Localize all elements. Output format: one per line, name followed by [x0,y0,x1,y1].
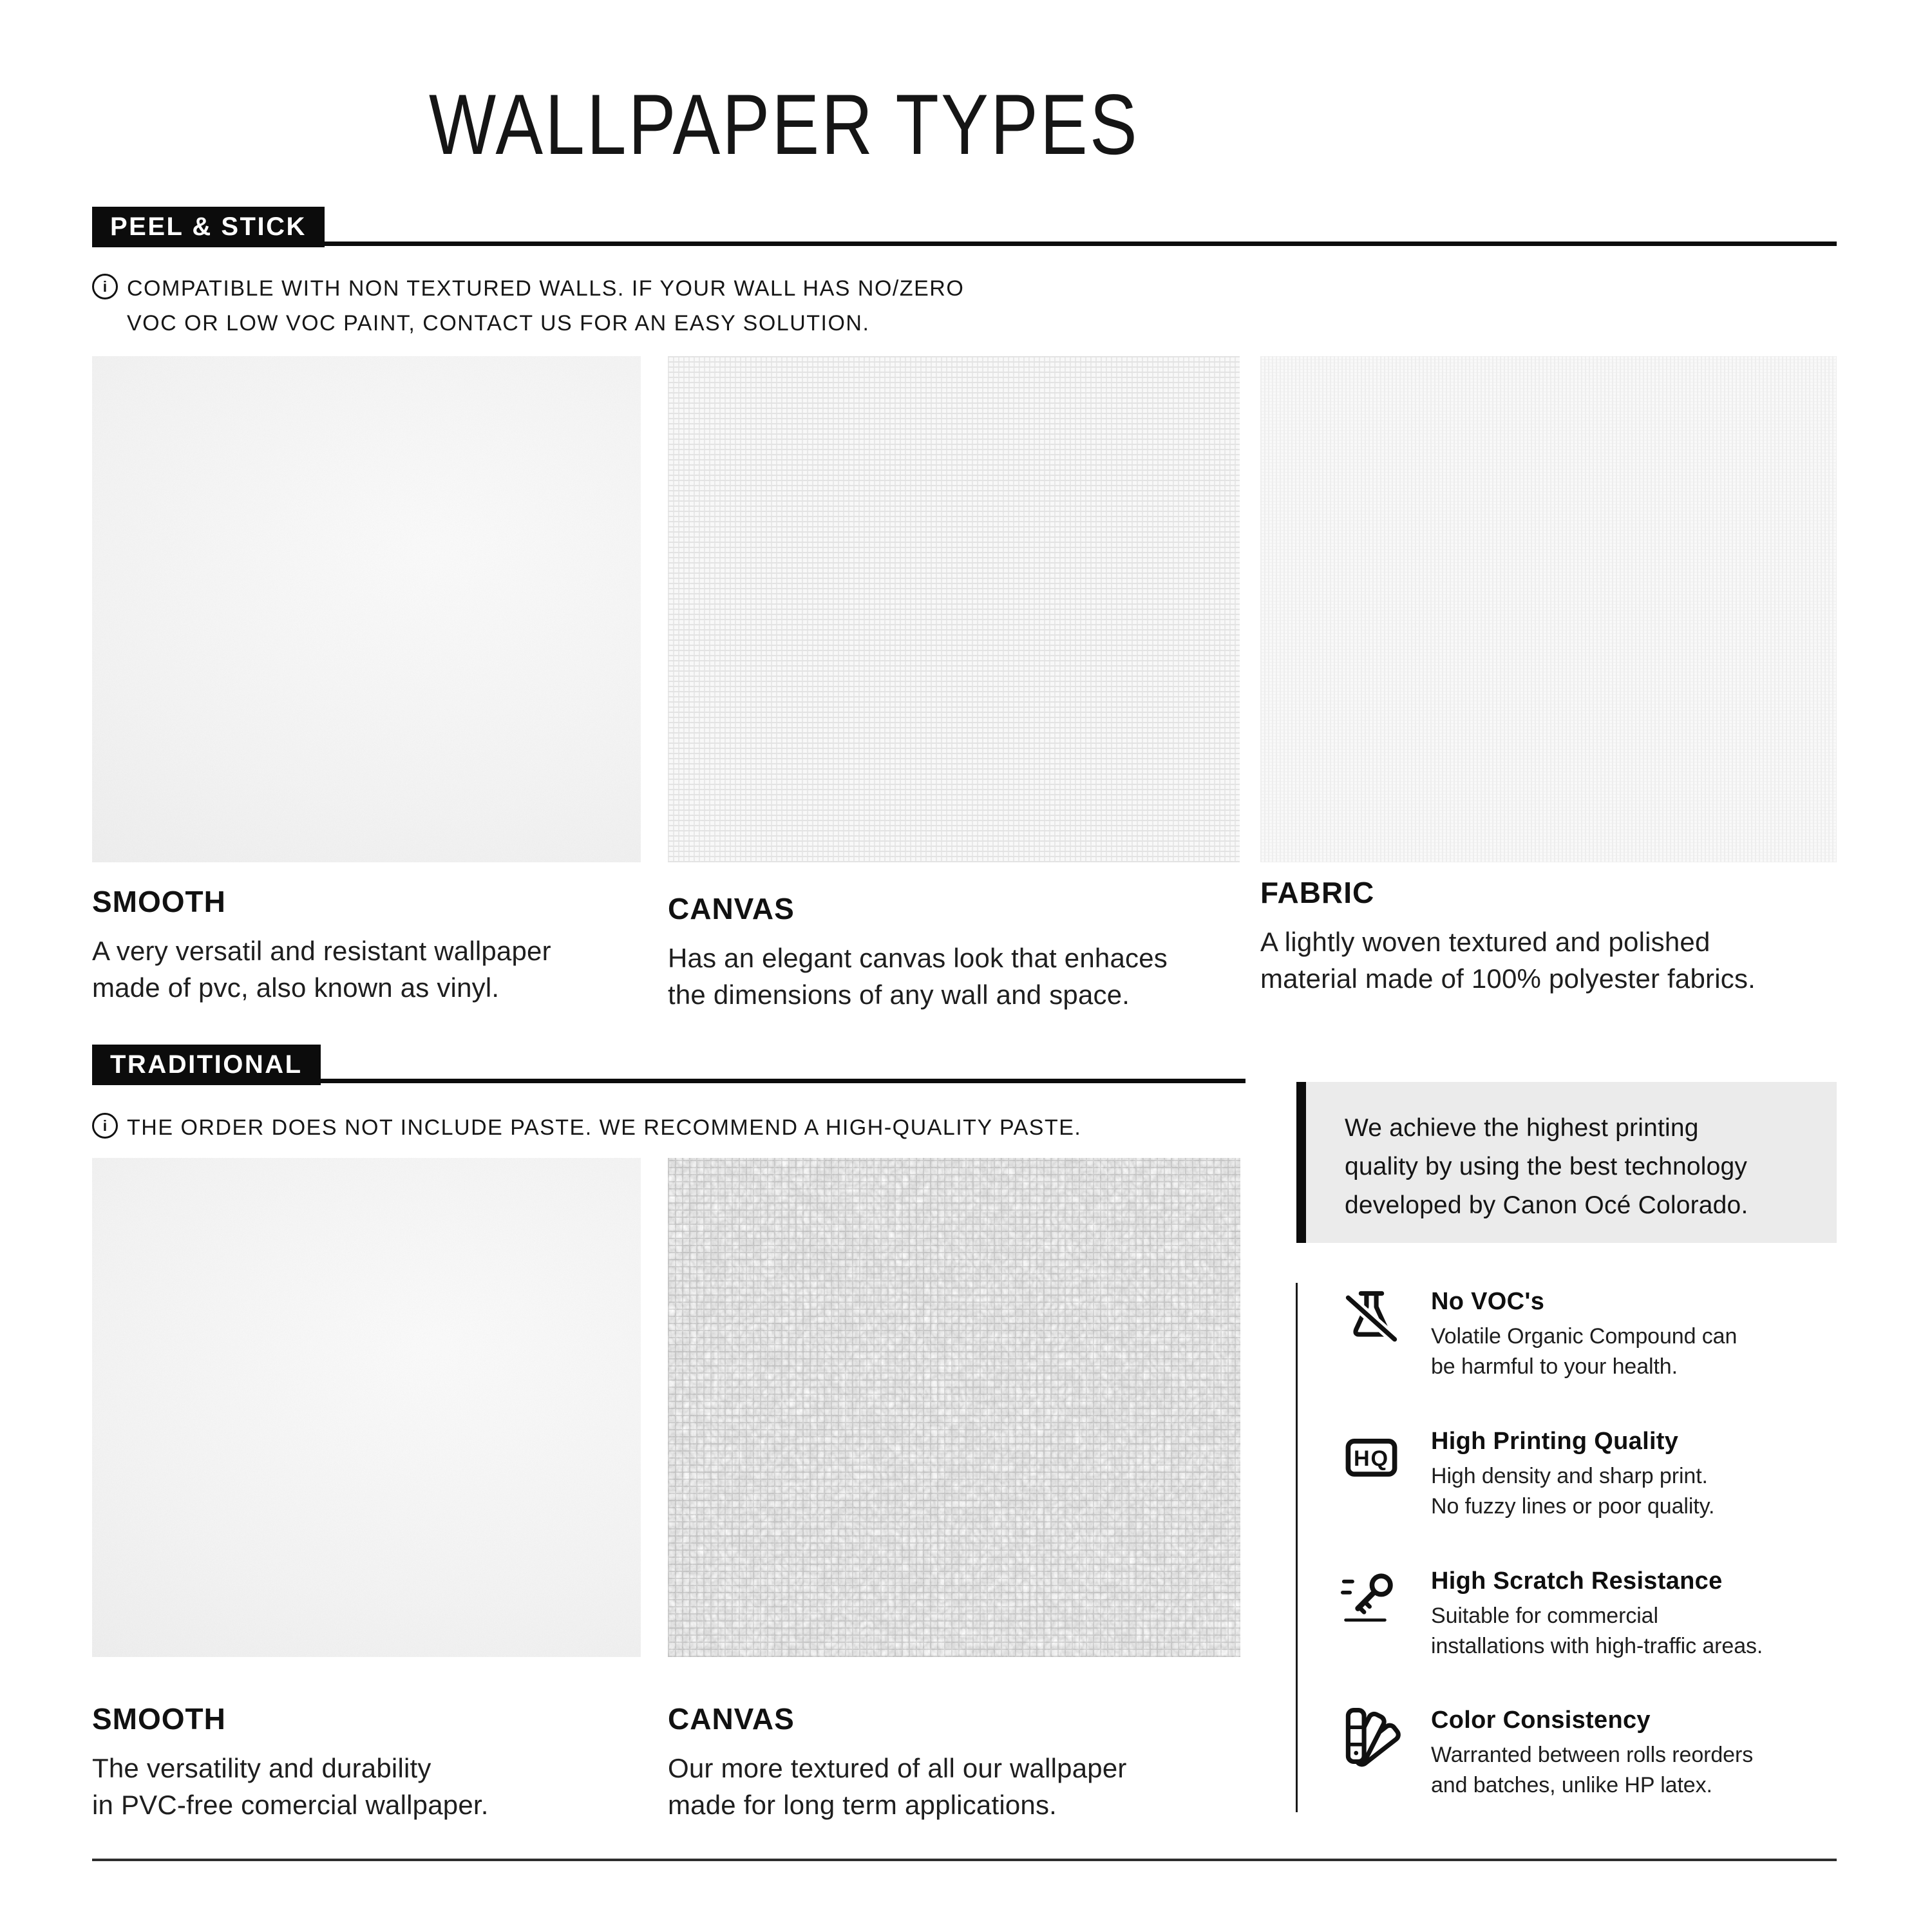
caption-peel-canvas [668,891,1247,1013]
peel-stick-note-text [127,271,964,341]
feature-text [1431,1287,1737,1382]
traditional-note-text [127,1110,1081,1145]
description-line: The versatility and durability [92,1753,431,1783]
feature-no-vocs [1341,1287,1850,1382]
swatch-traditional-smooth [92,1158,641,1657]
key-scratch-icon [1341,1566,1402,1627]
feature-high-scratch-resistance [1341,1566,1850,1662]
svg-text:HQ: HQ [1353,1446,1390,1471]
swatch-description [668,1750,1247,1823]
swatch-peel-fabric [1260,356,1837,862]
peel-stick-note [92,271,1187,341]
feature-description [1431,1601,1763,1662]
printing-quality-callout [1296,1082,1837,1243]
hq-badge-icon [1341,1426,1402,1488]
description-line: material made of 100% polyester fabrics. [1260,963,1756,994]
traditional-note [92,1110,1283,1145]
feature-text [1431,1426,1714,1522]
caption-peel-smooth [92,884,659,1006]
smooth-texture-grain [92,356,641,862]
caption-peel-fabric [1260,875,1840,997]
description-line: Volatile Organic Compound can [1431,1324,1738,1349]
swatch-peel-smooth [92,356,641,862]
section-label-traditional: TRADITIONAL [92,1045,321,1085]
swatch-title: SMOOTH [92,885,226,918]
description-line: made of pvc, also known as vinyl. [92,972,500,1003]
feature-description [1431,1461,1714,1522]
description-line: Suitable for commercial [1431,1604,1658,1628]
description-line: made for long term applications. [668,1790,1057,1820]
callout-line: We achieve the highest printing [1345,1114,1699,1142]
callout-line: quality by using the best technology [1345,1153,1748,1180]
info-icon: i [92,274,118,299]
description-line: Has an elegant canvas look that enhaces [668,943,1168,973]
page-title: WALLPAPER TYPES [429,77,1139,173]
swatch-traditional-canvas [668,1158,1240,1657]
color-swatchbook-icon [1341,1705,1402,1766]
swatch-description [92,933,659,1006]
swatch-description [668,940,1247,1013]
feature-high-printing-quality [1341,1426,1850,1522]
no-voc-flask-icon [1341,1287,1402,1348]
rough-canvas-texture-grain [668,1158,1240,1657]
feature-title: Color Consistency [1431,1707,1651,1734]
section-label-peel-stick: PEEL & STICK [92,207,325,247]
description-line: the dimensions of any wall and space. [668,980,1130,1010]
note-line: THE ORDER DOES NOT INCLUDE PASTE. WE RECOMMEND A HIGH-QUALITY PASTE. [127,1115,1082,1140]
swatch-title: CANVAS [668,1702,795,1736]
bottom-rule [92,1859,1837,1861]
feature-text [1431,1705,1753,1801]
description-line: Our more textured of all our wallpaper [668,1753,1127,1783]
description-line: installations with high-traffic areas. [1431,1634,1763,1658]
swatch-title: FABRIC [1260,876,1375,909]
feature-title: High Scratch Resistance [1431,1567,1723,1595]
swatch-description [92,1750,659,1823]
swatch-title: SMOOTH [92,1702,226,1736]
swatch-title: CANVAS [668,892,795,925]
swatch-description [1260,923,1840,997]
description-line: and batches, unlike HP latex. [1431,1773,1712,1797]
description-line: Warranted between rolls reorders [1431,1743,1754,1767]
caption-traditional-smooth [92,1701,659,1823]
callout-line: developed by Canon Océ Colorado. [1345,1191,1748,1219]
description-line: be harmful to your health. [1431,1354,1678,1379]
smooth-texture-grain [92,1158,641,1657]
feature-color-consistency [1341,1705,1850,1801]
description-line: High density and sharp print. [1431,1464,1708,1488]
note-line: VOC OR LOW VOC PAINT, CONTACT US FOR AN EASY SOLUTION. [127,311,870,336]
swatch-peel-canvas [668,356,1240,862]
description-line: A lightly woven textured and polished [1260,927,1710,957]
description-line: in PVC-free comercial wallpaper. [92,1790,489,1820]
caption-traditional-canvas [668,1701,1247,1823]
feature-title: No VOC's [1431,1288,1545,1315]
feature-text [1431,1566,1763,1662]
note-line: COMPATIBLE WITH NON TEXTURED WALLS. IF YOUR WALL HAS NO/ZERO [127,276,965,301]
info-icon: i [92,1113,118,1139]
description-line: No fuzzy lines or poor quality. [1431,1494,1715,1519]
fabric-texture-grain [1260,356,1837,862]
feature-title: High Printing Quality [1431,1428,1679,1455]
feature-description [1431,1740,1753,1801]
canvas-texture-grain [668,356,1240,862]
peel-stick-rule [92,242,1837,246]
features-divider [1296,1283,1298,1812]
feature-description [1431,1321,1737,1382]
description-line: A very versatil and resistant wallpaper [92,936,551,966]
